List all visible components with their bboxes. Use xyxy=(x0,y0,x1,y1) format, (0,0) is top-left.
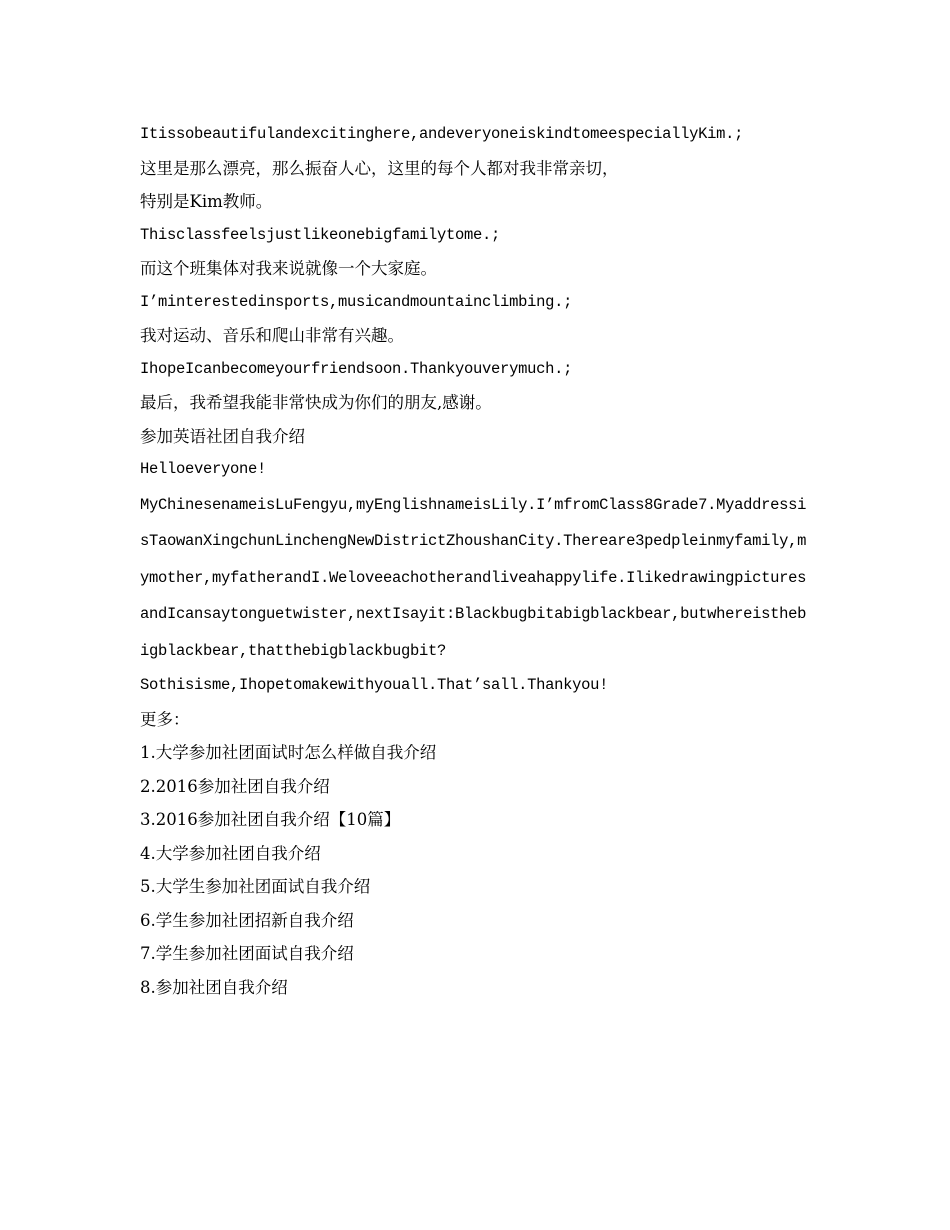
text-line: Thisclassfeelsjustlikeonebigfamilytome.; xyxy=(140,225,501,244)
closing-line: Sothisisme,Ihopetomakewithyouall.That’sall.Thankyou! xyxy=(140,676,609,694)
text-line: 而这个班集体对我来说就像一个大家庭。 xyxy=(140,259,437,278)
more-link-8[interactable]: 8.参加社团自我介绍 xyxy=(140,977,288,997)
text-line: 最后，我希望我能非常快成为你们的朋友,感谢。 xyxy=(140,393,492,412)
more-link-2[interactable]: 2.2016参加社团自我介绍 xyxy=(140,776,330,796)
text-line: 特别是Kim教师。 xyxy=(140,192,273,211)
more-link-3[interactable]: 3.2016参加社团自我介绍【10篇】 xyxy=(140,810,401,829)
more-link-4[interactable]: 4.大学参加社团自我介绍 xyxy=(140,843,321,863)
section-heading: 参加英语社团自我介绍 xyxy=(140,426,305,446)
more-link-1[interactable]: 1.大学参加社团面试时怎么样做自我介绍 xyxy=(140,743,437,762)
more-link-5[interactable]: 5.大学生参加社团面试自我介绍 xyxy=(140,877,371,896)
text-line: 我对运动、音乐和爬山非常有兴趣。 xyxy=(140,326,404,345)
intro-paragraph: MyChinesenameisLuFengyu,myEnglishnameisLily.I’mfromClass8Grade7.MyaddressisTaowanXingchunLinchengNewDistrictZhoushanCity.Thereare3pedpleinmyfamily,mymother,myfatherandI.Weloveeachotherandliveahappylife.IlikedrawingpicturesandIcansaytonguetwister,nextIsayit:Blackbugbitabigblackbear,butwhereisthebigblackbear,thatthebigblackbugbit? xyxy=(140,495,807,660)
text-line: 这里是那么漂亮，那么振奋人心，这里的每个人都对我非常亲切， xyxy=(140,158,619,178)
more-links-list xyxy=(140,736,820,1004)
document-body xyxy=(140,118,820,1004)
greeting-line: Helloeveryone! xyxy=(140,460,267,478)
text-line: IhopeIcanbecomeyourfriendsoon.Thankyouverymuch.; xyxy=(140,359,573,378)
more-label: 更多： xyxy=(140,709,190,729)
text-line: I’minterestedinsports,musicandmountainclimbing.; xyxy=(140,292,573,311)
more-link-7[interactable]: 7.学生参加社团面试自我介绍 xyxy=(140,944,354,963)
more-link-6[interactable]: 6.学生参加社团招新自我介绍 xyxy=(140,910,354,930)
text-line: Itissobeautifulandexcitinghere,andeveryoneiskindtomeespeciallyKim.; xyxy=(140,125,744,143)
